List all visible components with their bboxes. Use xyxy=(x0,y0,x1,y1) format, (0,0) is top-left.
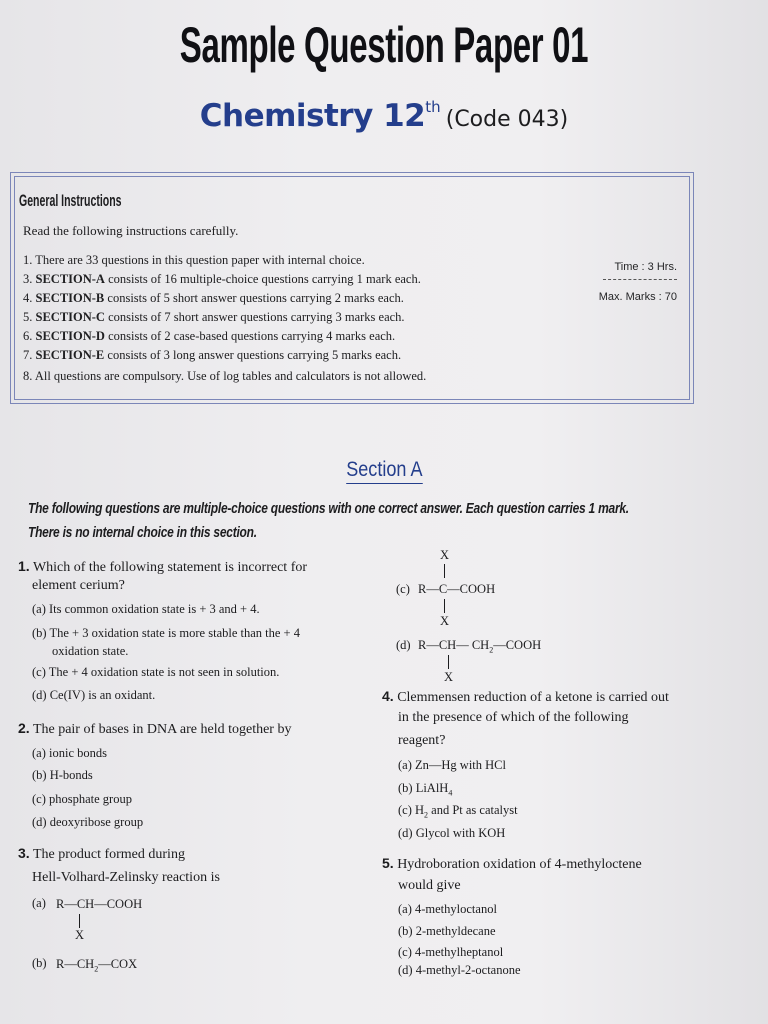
question-1-option-b-cont: oxidation state. xyxy=(52,644,129,658)
instruction-text: There are 33 questions in this question paper with internal choice. xyxy=(35,253,365,267)
formula-subscript: 2 xyxy=(424,810,429,820)
question-1-option-b: (b) The + 3 oxidation state is more stable than the + 4 xyxy=(32,626,300,640)
question-5-line-1 xyxy=(382,855,642,873)
question-1-line-1 xyxy=(18,558,307,576)
instruction-item xyxy=(23,348,401,363)
question-2-option-d: (d) deoxyribose group xyxy=(32,815,144,829)
question-5-option-d: (d) 4-methyl-2-octanone xyxy=(398,963,521,977)
question-3-option-b-label: (b) xyxy=(32,956,47,970)
instruction-item xyxy=(23,329,395,344)
question-text: The product formed during xyxy=(32,847,185,862)
question-3-option-a-substituent: X xyxy=(75,928,85,942)
instruction-item xyxy=(23,369,426,384)
instruction-item xyxy=(23,253,365,268)
question-4-option-a: (a) Zn—Hg with HCl xyxy=(398,758,506,772)
formula-part: —COOH xyxy=(493,638,542,652)
instruction-text: consists of 2 case-based questions carrying 4 marks each. xyxy=(104,329,396,343)
formula-subscript: 4 xyxy=(448,788,453,798)
instruction-num: 1. xyxy=(23,253,33,267)
instruction-text: consists of 5 short answer questions carrying 2 marks each. xyxy=(104,291,404,305)
time-label: Time : 3 Hrs. xyxy=(614,261,677,273)
meta-divider xyxy=(603,279,677,280)
instruction-num: 6. xyxy=(23,329,33,343)
formula-part: (c) H xyxy=(398,803,425,817)
instruction-item xyxy=(23,310,405,325)
question-3-option-d-label: (d) xyxy=(396,638,411,652)
formula-part: R—CH xyxy=(56,957,95,971)
question-1-option-a: (a) Its common oxidation state is + 3 and + 4. xyxy=(32,602,260,616)
instruction-text: consists of 7 short answer questions carrying 3 marks each. xyxy=(104,310,405,324)
bond-line xyxy=(444,564,445,578)
subject-superscript: th xyxy=(425,98,441,116)
formula-subscript: 2 xyxy=(489,645,494,655)
bond-line xyxy=(444,599,445,613)
formula-part: (b) LiAlH xyxy=(398,781,449,795)
bond-line xyxy=(79,914,80,928)
question-3-option-c-bottom: X xyxy=(440,614,450,628)
subject-code: (Code 043) xyxy=(445,107,569,132)
instruction-text: consists of 3 long answer questions carrying 5 marks each. xyxy=(104,348,402,362)
section-heading xyxy=(0,458,768,484)
instruction-num: 4. xyxy=(23,291,33,305)
question-4-option-d: (d) Glycol with KOH xyxy=(398,826,506,840)
question-number: 5. xyxy=(382,855,394,871)
question-1-option-d: (d) Ce(IV) is an oxidant. xyxy=(32,688,156,702)
question-1-line-2: element cerium? xyxy=(32,578,125,593)
instruction-num: 8. xyxy=(23,369,33,383)
question-3-option-a-label: (a) xyxy=(32,896,46,910)
question-text: Which of the following statement is incorrect for xyxy=(32,560,308,575)
max-marks-label: Max. Marks : 70 xyxy=(598,291,677,303)
instruction-num: 5. xyxy=(23,310,33,324)
question-5-option-c: (c) 4-methylheptanol xyxy=(398,945,504,959)
question-3-option-a-structure: R—CH—COOH xyxy=(56,897,143,911)
question-5-option-a: (a) 4-methyloctanol xyxy=(398,902,497,916)
question-3-option-c-structure: R—C—COOH xyxy=(418,582,496,596)
instruction-section: SECTION-E xyxy=(35,348,105,362)
question-4-line-2: in the presence of which of the following xyxy=(398,710,629,725)
formula-part: R—CH— CH xyxy=(418,638,490,652)
instruction-section: SECTION-A xyxy=(35,272,105,286)
general-instructions-box xyxy=(10,172,694,404)
formula-part: and Pt as catalyst xyxy=(428,803,518,817)
question-4-option-c xyxy=(398,803,518,820)
instruction-num: 3. xyxy=(23,272,33,286)
question-3-option-d-bottom: X xyxy=(444,670,454,684)
question-5-line-2: would give xyxy=(398,878,461,893)
instruction-text: All questions are compulsory. Use of log tables and calculators is not allowed. xyxy=(34,369,427,383)
question-3-option-c-top: X xyxy=(440,548,450,562)
subject-line xyxy=(0,98,768,134)
general-instructions-heading: General Instructions xyxy=(19,191,122,210)
section-intro-line-1: The following questions are multiple-choice questions with one correct answer. Each question carries 1 mark. xyxy=(28,500,629,517)
instructions-lead: Read the following instructions carefully. xyxy=(23,223,239,238)
question-3-line-1 xyxy=(18,845,185,863)
instruction-item xyxy=(23,272,421,287)
question-2-line-1 xyxy=(18,720,291,738)
question-4-option-b xyxy=(398,781,452,798)
section-intro-line-2: There is no internal choice in this section. xyxy=(28,524,257,541)
section-title: Section A xyxy=(346,458,422,484)
question-number: 4. xyxy=(382,688,394,704)
question-number: 2. xyxy=(18,720,30,736)
question-number: 1. xyxy=(18,558,30,574)
question-3-option-b-structure xyxy=(56,957,137,974)
question-text: The pair of bases in DNA are held together by xyxy=(32,722,292,737)
question-1-option-c: (c) The + 4 oxidation state is not seen in solution. xyxy=(32,665,280,679)
instruction-num: 7. xyxy=(23,348,33,362)
question-5-option-b: (b) 2-methyldecane xyxy=(398,924,496,938)
question-3-line-2: Hell-Volhard-Zelinsky reaction is xyxy=(32,870,220,885)
formula-subscript: 2 xyxy=(94,964,99,974)
question-2-option-a: (a) ionic bonds xyxy=(32,746,107,760)
question-4-line-3: reagent? xyxy=(398,733,446,748)
question-2-option-b: (b) H-bonds xyxy=(32,768,93,782)
instruction-item xyxy=(23,291,404,306)
instruction-section: SECTION-B xyxy=(35,291,105,305)
instruction-text: consists of 16 multiple-choice questions carrying 1 mark each. xyxy=(104,272,421,286)
question-3-option-d-structure xyxy=(418,638,541,655)
bond-line xyxy=(448,655,449,669)
instruction-section: SECTION-C xyxy=(35,310,105,324)
subject-name: Chemistry 12 xyxy=(199,98,426,134)
question-3-option-c-label: (c) xyxy=(396,582,410,596)
question-4-line-1 xyxy=(382,688,669,706)
question-number: 3. xyxy=(18,845,30,861)
formula-part: —COX xyxy=(98,957,138,971)
question-text: Hydroboration oxidation of 4-methyloctene xyxy=(397,857,642,872)
paper-title: Sample Question Paper 01 xyxy=(179,17,589,73)
instruction-section: SECTION-D xyxy=(35,329,105,343)
question-text: Clemmensen reduction of a ketone is carried out xyxy=(397,690,669,705)
question-2-option-c: (c) phosphate group xyxy=(32,792,132,806)
